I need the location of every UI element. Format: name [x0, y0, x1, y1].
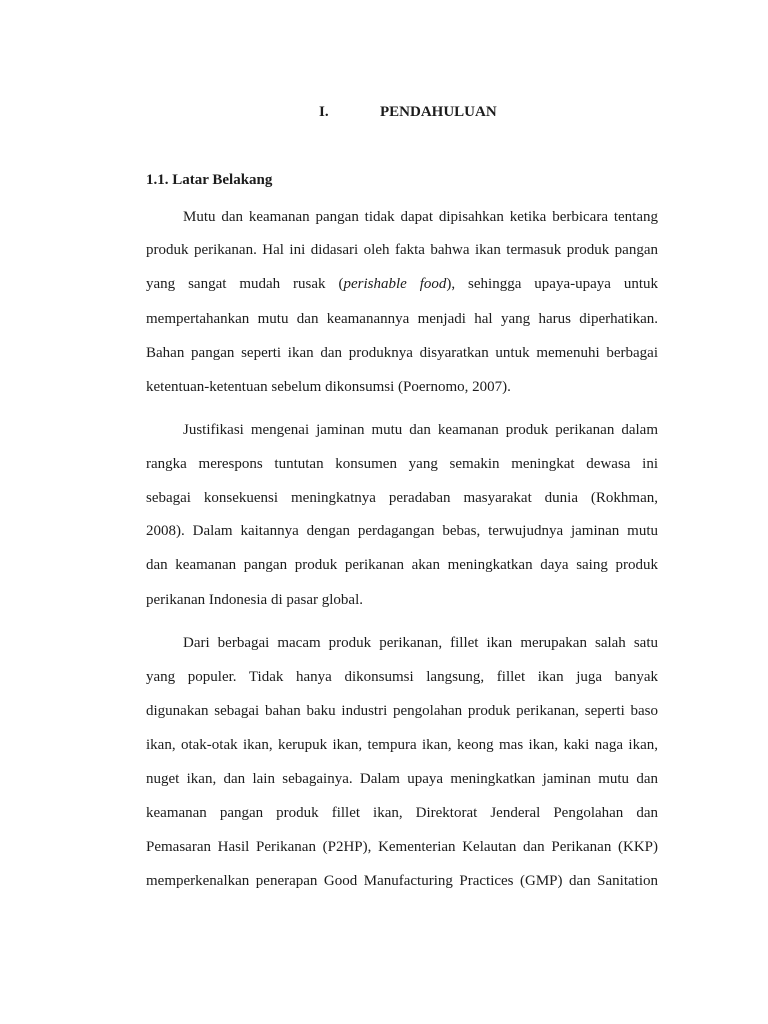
text-line: Justifikasi mengenai jaminan mutu dan keamanan produk perikanan dalam	[183, 422, 658, 438]
text-line: Pemasaran Hasil Perikanan (P2HP), Kementerian Kelautan dan Perikanan (KKP)	[146, 839, 658, 855]
text-line: Mutu dan keamanan pangan tidak dapat dipisahkan ketika berbicara tentang	[183, 209, 658, 225]
text-line: perikanan Indonesia di pasar global.	[146, 592, 364, 608]
text-line: ketentuan-ketentuan sebelum dikonsumsi (Poernomo, 2007).	[146, 379, 511, 395]
chapter-title: PENDAHULUAN	[380, 104, 497, 120]
text-line: sebagai konsekuensi meningkatnya peradaban masyarakat dunia (Rokhman,	[146, 490, 658, 506]
text-line: yang populer. Tidak hanya dikonsumsi langsung, fillet ikan juga banyak	[146, 669, 658, 685]
text-line: ikan, otak-otak ikan, kerupuk ikan, tempura ikan, keong mas ikan, kaki naga ikan,	[146, 737, 658, 753]
text-line: 2008). Dalam kaitannya dengan perdagangan bebas, terwujudnya jaminan mutu	[146, 523, 658, 539]
text-line: yang sangat mudah rusak (perishable food), sehingga upaya-upaya untuk	[146, 276, 659, 292]
text-line: memperkenalkan penerapan Good Manufacturing Practices (GMP) dan Sanitation	[146, 873, 658, 889]
text-line: Dari berbagai macam produk perikanan, fillet ikan merupakan salah satu	[183, 635, 658, 651]
text-line: mempertahankan mutu dan keamanannya menjadi hal yang harus diperhatikan.	[146, 311, 658, 327]
text-line: digunakan sebagai bahan baku industri pengolahan produk perikanan, seperti baso	[146, 703, 658, 719]
text-line: Bahan pangan seperti ikan dan produknya disyaratkan untuk memenuhi berbagai	[146, 345, 658, 361]
text-line: produk perikanan. Hal ini didasari oleh fakta bahwa ikan termasuk produk pangan	[146, 242, 658, 258]
italic-term: perishable food	[343, 276, 447, 292]
text-line: nuget ikan, dan lain sebagainya. Dalam upaya meningkatkan jaminan mutu dan	[146, 771, 658, 787]
text-line: dan keamanan pangan produk perikanan akan meningkatkan daya saing produk	[146, 557, 658, 573]
text-line: rangka merespons tuntutan konsumen yang semakin meningkat dewasa ini	[146, 456, 658, 472]
section-heading: 1.1. Latar Belakang	[146, 172, 273, 188]
chapter-number: I.	[319, 104, 329, 120]
text-line: keamanan pangan produk fillet ikan, Direktorat Jenderal Pengolahan dan	[146, 805, 658, 821]
